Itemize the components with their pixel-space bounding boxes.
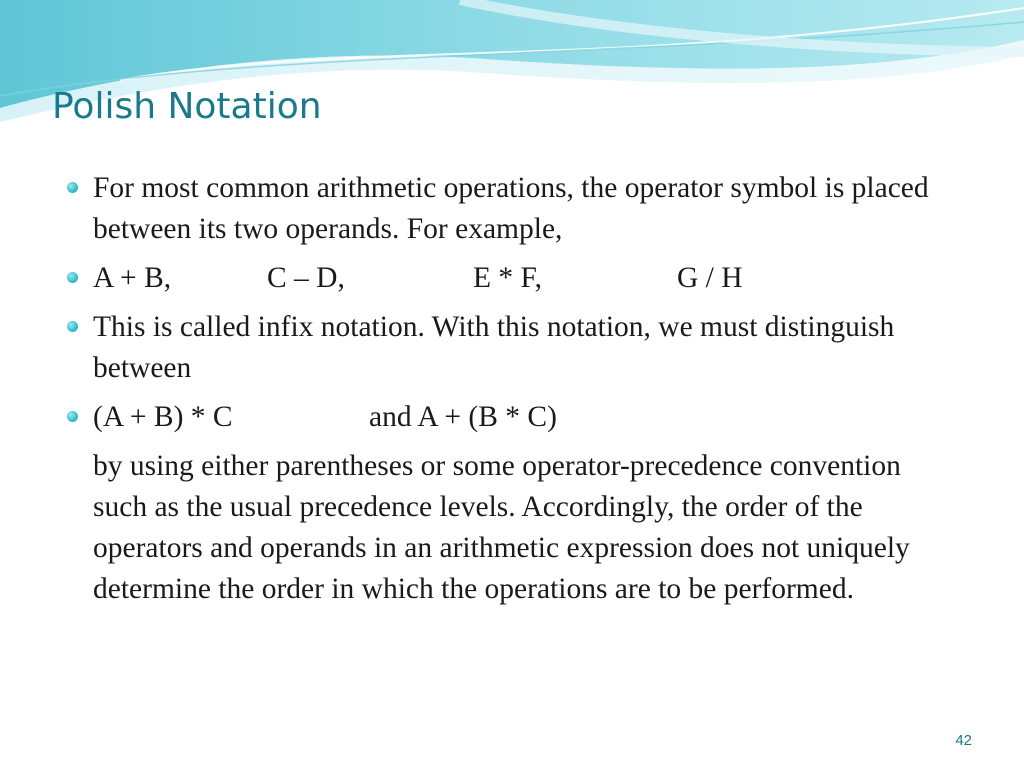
bullet-icon: [67, 182, 78, 193]
example-expression: E * F,: [473, 262, 542, 294]
bullet-item: [60, 307, 960, 389]
example-expression: and A + (B * C): [369, 401, 557, 433]
continuation-text: [60, 446, 960, 610]
example-expression: (A + B) * C: [93, 401, 233, 433]
example-expression: C – D,: [267, 262, 345, 294]
bullet-text: For most common arithmetic operations, the operator symbol is placed between its two operands. For example,: [93, 172, 929, 245]
bullet-icon: [67, 321, 78, 332]
bullet-icon: [67, 272, 78, 283]
slide-title: Polish Notation: [52, 86, 322, 127]
bullet-text: This is called infix notation. With this notation, we must distinguish between: [93, 311, 895, 384]
bullet-item: [60, 258, 960, 299]
example-expression: A + B,: [93, 262, 172, 294]
bullet-icon: [67, 411, 78, 422]
page-number: 42: [955, 732, 972, 749]
bullet-item: [60, 168, 960, 250]
bullet-item: [60, 397, 960, 438]
slide-content: [60, 168, 960, 618]
continuation-paragraph: by using either parentheses or some operator-precedence convention such as the usual precedence levels. Accordingly, the order of the operators and operands in an arithmetic expression does not uniquely determine the order in which the operations are to be performed.: [93, 450, 910, 605]
example-expression: G / H: [677, 262, 743, 294]
